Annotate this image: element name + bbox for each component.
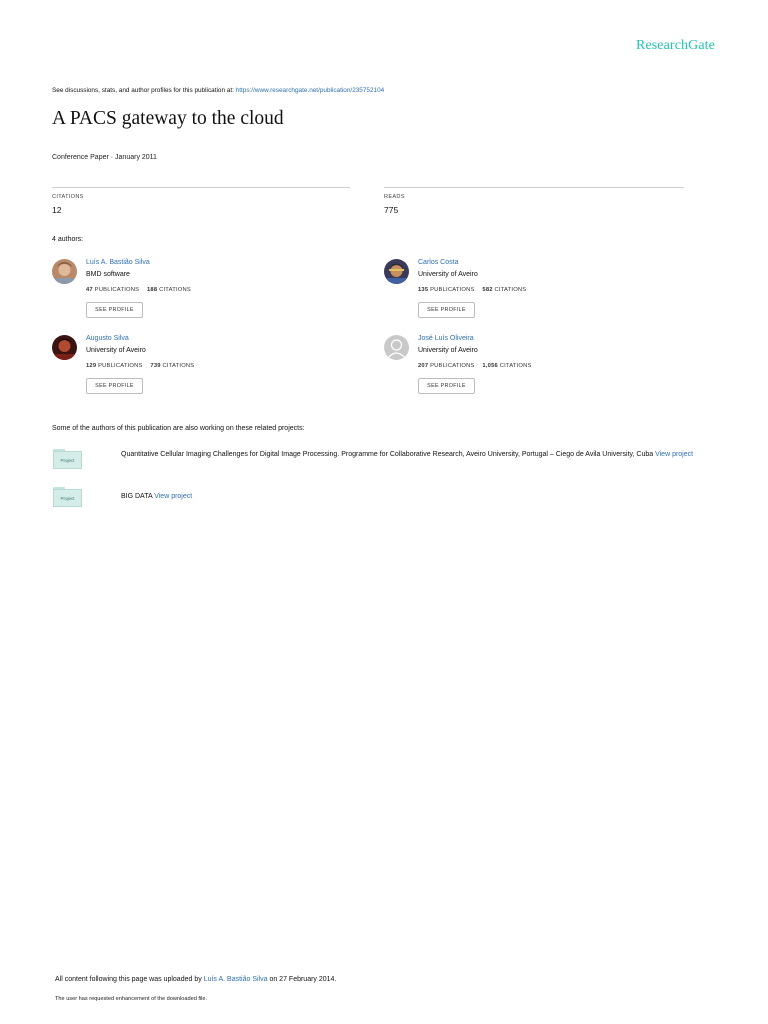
publications-count: 47 [86,287,93,293]
publications-label: PUBLICATIONS [94,287,140,293]
citations-label: CITATIONS [494,287,527,293]
citations-value: 12 [52,205,62,215]
author-card [384,335,684,405]
enhancement-note: The user has requested enhancement of the downloaded file. [55,996,208,1002]
citations-count: 582 [482,287,493,293]
view-project-link[interactable]: View project [154,493,193,500]
citations-label: CITATIONS [52,194,84,200]
citations-count: 739 [150,363,161,369]
uploader-link[interactable]: Luís A. Bastião Silva [203,976,268,983]
reads-divider [384,187,684,188]
author-stats [86,363,194,369]
project-description [121,491,711,504]
citations-label: CITATIONS [499,363,532,369]
upload-note [55,976,336,983]
author-stats [86,287,191,293]
publications-label: PUBLICATIONS [430,363,475,369]
authors-heading: 4 authors: [52,236,84,243]
publications-count: 207 [418,363,429,369]
avatar[interactable] [52,259,77,284]
author-institution: University of Aveiro [418,271,478,278]
citations-count: 188 [146,287,158,293]
upload-note-prefix: All content following this page was uploaded by [55,976,202,983]
view-project-link[interactable]: View project [655,451,694,458]
researchgate-logo[interactable]: ResearchGate [636,38,715,53]
publication-title: A PACS gateway to the cloud [52,108,284,129]
project-title: BIG DATA [121,493,153,500]
avatar-placeholder-icon[interactable] [384,335,409,360]
project-folder-icon[interactable] [53,449,82,469]
author-name-link[interactable]: Carlos Costa [418,259,459,266]
avatar[interactable] [384,259,409,284]
citations-count: 1,056 [482,363,498,369]
publications-label: PUBLICATIONS [430,287,475,293]
author-stats [418,287,526,293]
citations-divider [52,187,350,188]
author-stats [418,363,532,369]
upload-note-suffix: on 27 February 2014. [269,976,337,983]
author-name-link[interactable]: Augusto Silva [86,335,129,342]
project-folder-icon[interactable] [53,487,82,507]
publication-meta: Conference Paper · January 2011 [52,154,157,161]
project-icon-label: Project [53,451,82,469]
author-institution: University of Aveiro [86,347,146,354]
see-profile-button[interactable]: SEE PROFILE [418,378,475,394]
author-name-link[interactable]: José Luís Oliveira [418,335,474,342]
publication-url-link[interactable]: https://www.researchgate.net/publication/235752104 [235,87,385,94]
author-card [52,259,352,329]
author-card [52,335,352,405]
author-institution: University of Aveiro [418,347,478,354]
reads-value: 775 [384,205,399,215]
related-projects-heading: Some of the authors of this publication are also working on these related projects: [52,425,305,432]
publications-label: PUBLICATIONS [98,363,143,369]
project-icon-label: Project [53,489,82,507]
author-name-link[interactable]: Luís A. Bastião Silva [86,259,150,266]
see-discussions-line [52,87,384,94]
publications-count: 129 [86,363,97,369]
citations-label: CITATIONS [162,363,195,369]
see-profile-button[interactable]: SEE PROFILE [418,302,475,318]
avatar[interactable] [52,335,77,360]
author-institution: BMD software [86,271,130,278]
see-discussions-text: See discussions, stats, and author profiles for this publication at: [52,87,234,94]
citations-label: CITATIONS [159,287,191,293]
project-title: Quantitative Cellular Imaging Challenges for Digital Image Processing. Programme for Collaborative Research, Aveiro University, Portugal – Ciego de Avila University, Cuba [121,451,654,458]
author-card [384,259,684,329]
project-description [121,449,711,462]
see-profile-button[interactable]: SEE PROFILE [86,302,143,318]
see-profile-button[interactable]: SEE PROFILE [86,378,143,394]
reads-label: READS [384,194,405,200]
publications-count: 135 [418,287,429,293]
